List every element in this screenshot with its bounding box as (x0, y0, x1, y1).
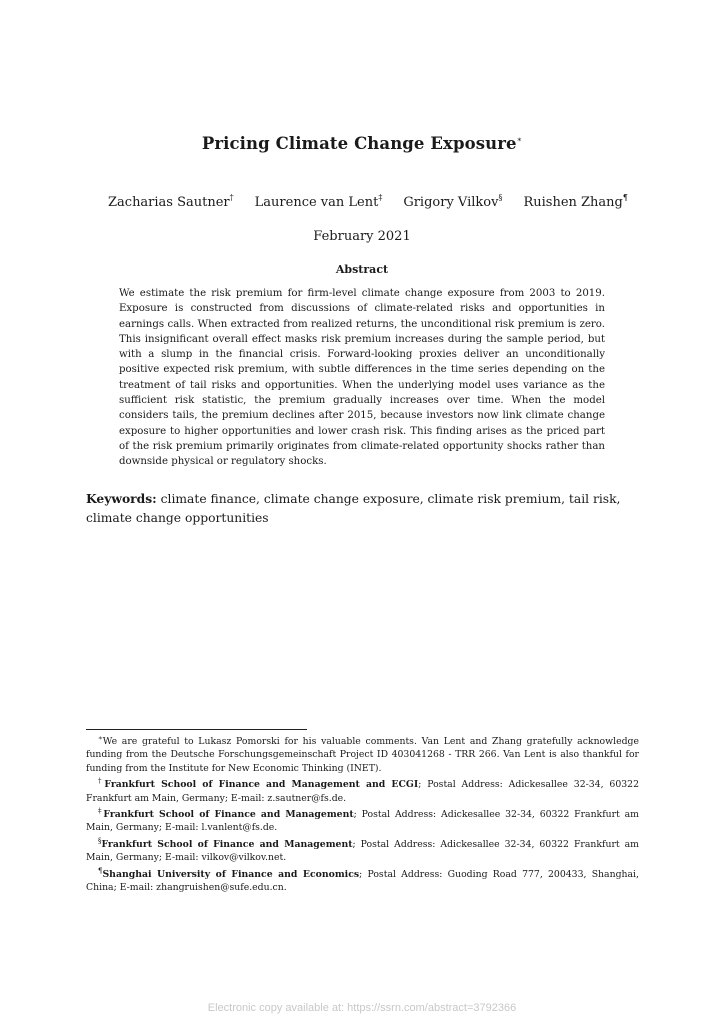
author-3 (403, 193, 502, 210)
ssrn-watermark: Electronic copy available at: https://ssrn.com/abstract=3792366 (207, 1002, 517, 1014)
footnote-mark: † (98, 777, 105, 786)
keywords-text: climate finance, climate change exposure, climate risk premium, tail risk, climate change opportunities (86, 492, 621, 525)
footnote-mark: ∗ (98, 734, 103, 742)
footnote-mark: § (98, 836, 102, 845)
abstract-heading: Abstract (335, 263, 389, 276)
footnote-text: We are grateful to Lukasz Pomorski for his valuable comments. Van Lent and Zhang gratefully acknowledge funding from the Deutsche Forschungsgemeinschaft Project ID 403041268 - TRR 266. Van Lent is also thankful for funding from the Institute for New Economic Thinking (INET). (86, 736, 639, 774)
keywords (86, 490, 638, 527)
title-footnote-mark: ∗ (516, 135, 523, 144)
footnote-affiliation: Frankfurt School of Finance and Management (103, 809, 354, 821)
footnote-affiliation: Shanghai University of Finance and Economics (102, 868, 360, 880)
abstract-body: We estimate the risk premium for firm-level climate change exposure from 2003 to 2019. Exposure is constructed from discussions of climate-related risks and opportunities in earnings calls. When extracted from realized returns, the unconditional risk premium is zero. This insignificant overall effect masks risk premium increases during the sample period, but with a slump in the financial crisis. Forward-looking proxies deliver an unconditionally positive expected risk premium, with subtle differences in the time series depending on the treatment of tail risks and opportunities. When the underlying model uses variance as the sufficient risk statistic, the premium gradually increases over time. When the model considers tails, the premium declines after 2015, because investors now link climate change exposure to higher opportunities and lower crash risk. This finding arises as the priced part of the risk premium primarily originates from climate-related opportunity shocks rather than downside physical or regulatory shocks. (119, 288, 605, 468)
footnote-1 (86, 732, 639, 775)
author-name: Grigory Vilkov (403, 195, 499, 210)
footnote-affiliation: Frankfurt School of Finance and Management and ECGI (104, 779, 419, 791)
author-1 (108, 193, 234, 210)
author-2 (255, 193, 383, 210)
author-footnote-mark: † (229, 193, 234, 202)
footnote-mark: ‡ (98, 807, 104, 816)
author-name: Ruishen Zhang (523, 195, 623, 210)
footnote-text: ; Postal Address: Guoding Road 777, 200433, Shanghai, China; E-mail: zhangruishen@sufe.edu.cn. (86, 868, 639, 894)
author-footnote-mark: ¶ (622, 193, 628, 202)
footnote-mark: ¶ (98, 866, 103, 875)
footnotes (86, 732, 639, 894)
footnote-text: ; Postal Address: Adickesallee 32-34, 60322 Frankfurt am Main, Germany; E-mail: l.vanlent@fs.de. (86, 809, 639, 834)
author-list (108, 193, 628, 210)
footnote-text: ; Postal Address: Adickesallee 32-34, 60322 Frankfurt am Main, Germany; E-mail: z.sautner@fs.de. (86, 779, 639, 804)
keywords-label: Keywords: (86, 491, 157, 506)
footnote-4 (86, 835, 639, 865)
paper-title-text: Pricing Climate Change Exposure (201, 134, 517, 153)
footnote-divider (86, 729, 307, 730)
footnote-3 (86, 805, 639, 835)
footnote-affiliation: Frankfurt School of Finance and Management (101, 838, 353, 850)
footnote-2 (86, 775, 639, 805)
paper-title (0, 134, 724, 153)
author-footnote-mark: ‡ (378, 193, 383, 202)
author-name: Zacharias Sautner (108, 195, 230, 210)
paper-date: February 2021 (313, 229, 411, 244)
author-footnote-mark: § (498, 193, 503, 202)
footnote-text: ; Postal Address: Adickesallee 32-34, 60322 Frankfurt am Main, Germany; E-mail: vilkov@vilkov.net. (86, 838, 639, 864)
footnote-5 (86, 865, 639, 895)
author-name: Laurence van Lent (254, 195, 379, 210)
author-4 (523, 193, 628, 210)
